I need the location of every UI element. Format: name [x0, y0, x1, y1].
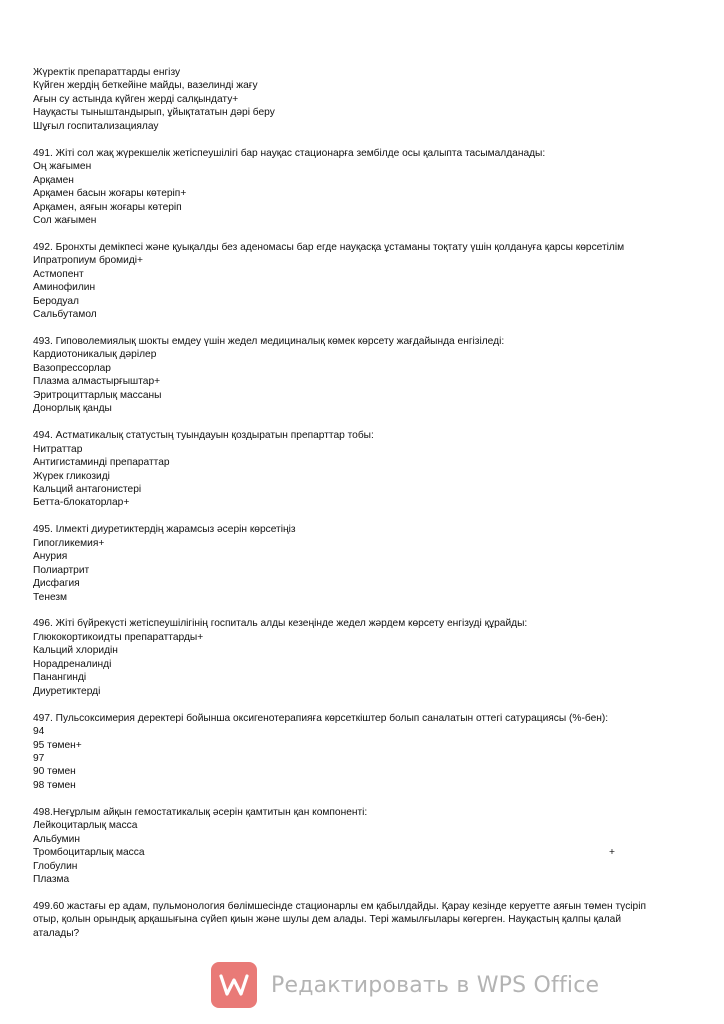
- option: Анурия: [33, 551, 68, 563]
- option: Глобулин: [33, 860, 78, 872]
- question-text: 495. Ілмекті диуретиктердің жарамсыз әсерін көрсетіңіз: [33, 524, 296, 536]
- question-text: 497. Пульсоксимерия деректері бойынша оксигенотерапияға көрсеткіштер болып саналатын оттегі сатурациясы (%-бен):: [33, 712, 609, 724]
- question-493: [33, 335, 693, 416]
- option: Панангинді: [33, 672, 87, 684]
- option: Полиартрит: [33, 564, 90, 576]
- option: Жүректік препараттарды енгізу: [33, 67, 181, 78]
- option: Шұғыл госпитализациялау: [33, 120, 159, 132]
- option: Арқамен басын жоғары көтеріп+: [33, 188, 187, 200]
- option: Науқасты тыныштандырып, ұйықтататын дәрі беру: [33, 107, 275, 119]
- question-499: [33, 900, 693, 940]
- option: Аминофилин: [33, 282, 96, 294]
- option: Беродуал: [33, 295, 79, 307]
- wps-edit-banner[interactable]: [211, 962, 599, 1008]
- option: Күйген жердің беткейіне майды, вазелинді жағу: [33, 80, 258, 92]
- question-494: [33, 429, 693, 510]
- previous-question-options: [33, 66, 693, 133]
- option: Кардиотоникалық дәрілер: [33, 349, 157, 361]
- option: Дисфагия: [33, 578, 80, 590]
- option: Лейкоцитарлық масса: [33, 820, 138, 832]
- question-text: 491. Жіті сол жақ жүрекшелік жетіспеушілігі бар науқас стационарға зембілде осы қалыпта тасымалданады:: [33, 147, 546, 159]
- option: Кальций хлоридін: [33, 645, 118, 657]
- option: Оң жағымен: [33, 161, 92, 173]
- option: 95 төмен+: [33, 739, 82, 751]
- option: Кальций антагонистері: [33, 483, 142, 495]
- option: 98 төмен: [33, 779, 76, 791]
- option: Арқамен, аяғын жоғары көтеріп: [33, 201, 182, 213]
- option: Ипратропиум бромиді+: [33, 255, 143, 267]
- question-498: [33, 806, 693, 887]
- option: Эритроциттарлық массаны: [33, 389, 162, 401]
- option: Глюкокортикоидты препараттарды+: [33, 631, 204, 643]
- option: Сальбутамол: [33, 309, 97, 321]
- option: Сол жағымен: [33, 214, 97, 226]
- option: Гипогликемия+: [33, 537, 105, 549]
- option-text: Тромбоцитарлық масса: [33, 847, 145, 859]
- question-text: 493. Гиповолемиялық шокты емдеу үшін жедел медициналық көмек көрсету жағдайында енгізіледі:: [33, 336, 505, 348]
- option: Плазма: [33, 874, 70, 886]
- option: [33, 846, 693, 859]
- option: Вазопрессорлар: [33, 362, 111, 374]
- question-497: [33, 712, 693, 793]
- question-text: 492. Бронхты демікпесі және қуықалды без аденомасы бар егде науқасқа ұстаманы тоқтату үшін қолдануға қарсы көрсетілім: [33, 241, 625, 253]
- question-496: [33, 617, 693, 698]
- option: Ағын су астында күйген жерді салқындату+: [33, 93, 239, 105]
- option: Нитраттар: [33, 443, 83, 455]
- question-text: 499.60 жастағы ер адам, пульмонология бөлімшесінде стационарлы ем қабылдайды. Қарау кезінде керуетте аяғын төмен түсіріп отыр, қолын орындық арқашығына сүйеп қиын және шулы дем алады. Тері жамылғылары көгерген. Науқастың қалпы қалай аталады?: [33, 900, 647, 939]
- option: 94: [33, 726, 45, 738]
- option: 97: [33, 753, 45, 764]
- correct-answer-mark: +: [609, 847, 615, 859]
- option: Антигистаминді препараттар: [33, 457, 170, 469]
- option: 90 төмен: [33, 766, 76, 778]
- question-495: [33, 523, 693, 604]
- option: Жүрек гликозиді: [33, 470, 110, 482]
- wps-logo-icon: [211, 962, 257, 1008]
- option: Бетта-блокаторлар+: [33, 497, 130, 509]
- question-text: 498.Неғұрлым айқын гемостатикалық әсерін қамтитын қан компоненті:: [33, 806, 368, 818]
- question-491: [33, 147, 693, 228]
- option: Тенезм: [33, 591, 68, 603]
- option: Донорлық қанды: [33, 403, 112, 415]
- question-text: 494. Астматикалық статустың туындауын қоздыратын препарттар тобы:: [33, 430, 374, 442]
- option: Норадреналинді: [33, 658, 112, 670]
- question-492: [33, 241, 693, 322]
- option: Астмопент: [33, 268, 84, 280]
- question-text: 496. Жіті бүйрекүсті жетіспеушілігінің госпиталь алды кезеңінде жедел жәрдем көрсету енгізуді құрайды:: [33, 618, 528, 630]
- option: Диуретиктерді: [33, 685, 101, 697]
- document-body: [33, 66, 693, 940]
- option: Плазма алмастырғыштар+: [33, 376, 161, 388]
- wps-edit-label[interactable]: Редактировать в WPS Office: [271, 972, 600, 998]
- option: Арқамен: [33, 174, 74, 186]
- option: Альбумин: [33, 833, 80, 845]
